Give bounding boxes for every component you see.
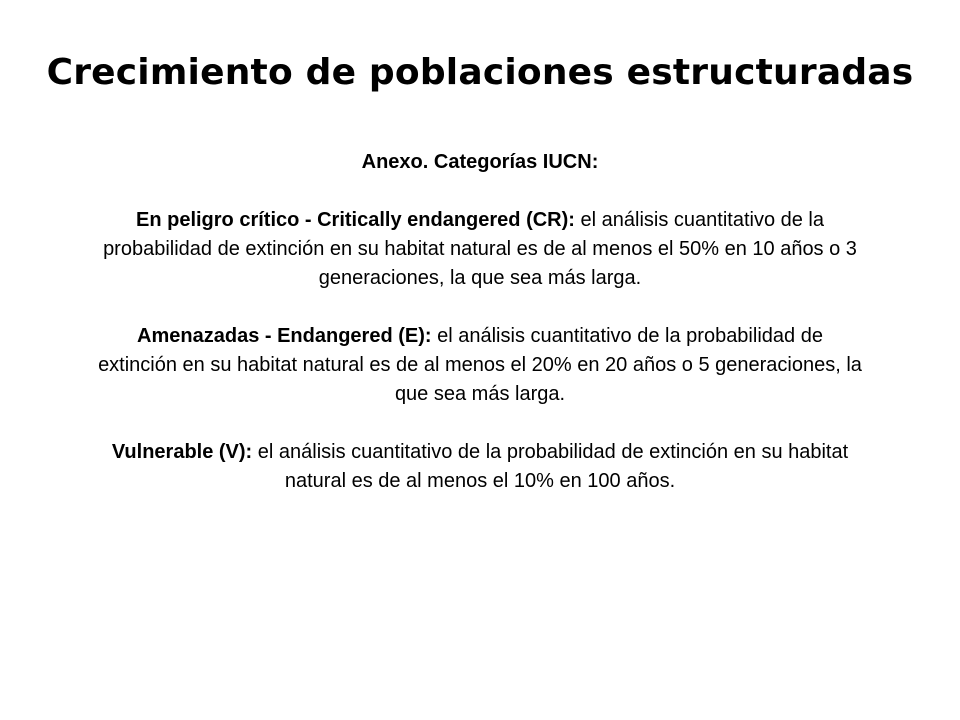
slide-title: Crecimiento de poblaciones estructuradas (46, 52, 914, 93)
category-term: Vulnerable (V): (111, 441, 253, 463)
category-term: En peligro crítico - Critically endangered (CR): (135, 209, 575, 231)
category-description: el análisis cuantitativo de la probabilidad de extinción en su habitat natural es de al menos el 10% en 100 años. (257, 441, 849, 492)
category-description: el análisis cuantitativo de la probabilidad de extinción en su habitat natural es de al menos el 50% en 10 años o 3 generaciones, la que sea más larga. (103, 209, 857, 289)
category-description: el análisis cuantitativo de la probabilidad de extinción en su habitat natural es de al menos el 20% en 20 años o 5 generaciones, la que sea más larga. (98, 325, 862, 405)
slide-body (95, 148, 865, 496)
category-vulnerable (95, 438, 865, 496)
annex-heading: Anexo. Categorías IUCN: (361, 151, 599, 173)
category-term: Amenazadas - Endangered (E): (137, 325, 432, 347)
category-endangered (95, 322, 865, 409)
category-critically-endangered (95, 206, 865, 293)
